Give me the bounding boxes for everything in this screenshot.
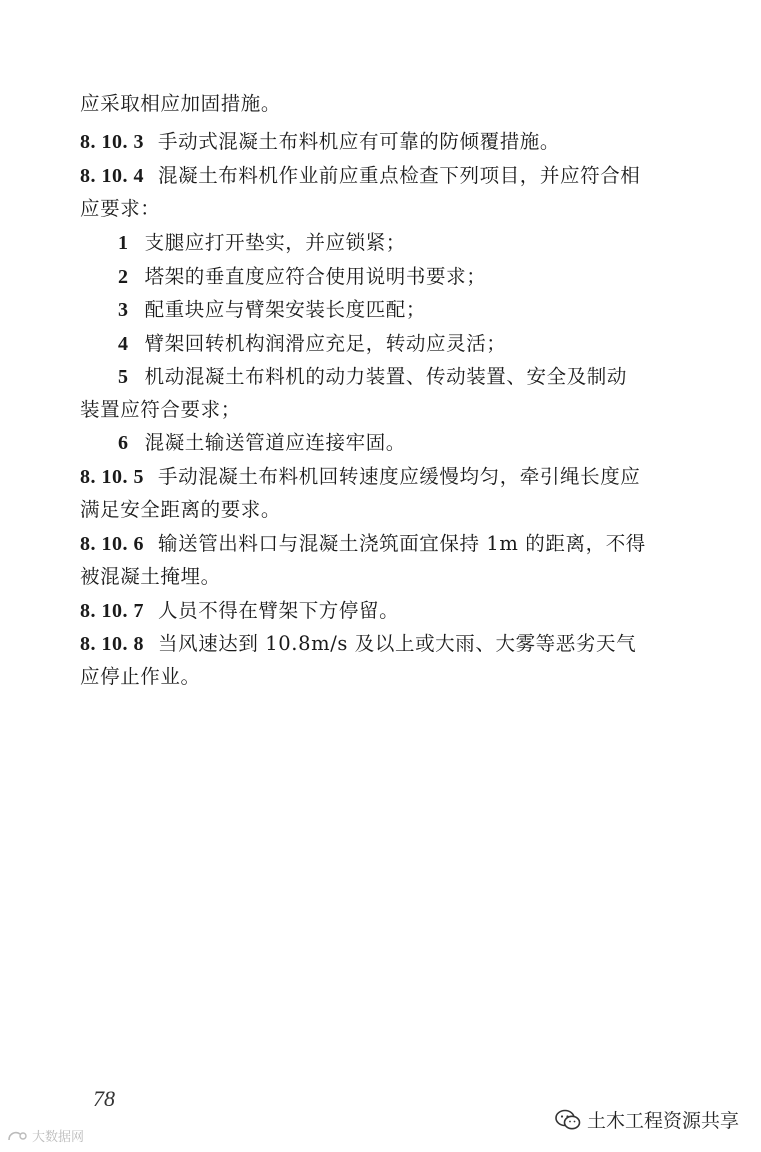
watermark-text: 土木工程资源共享 xyxy=(586,1110,739,1132)
clause-8-10-3 xyxy=(80,128,692,156)
clause-text: 人员不得在臂架下方停留。 xyxy=(158,599,400,622)
wechat-icon xyxy=(555,1109,581,1131)
line-text: 被混凝土掩埋。 xyxy=(80,565,221,588)
text-line xyxy=(80,496,692,524)
line-text: 应停止作业。 xyxy=(80,665,201,688)
item-number: 1 xyxy=(118,232,129,254)
clause-8-10-7 xyxy=(80,597,692,625)
item-text: 配重块应与臂架安装长度匹配； xyxy=(144,298,427,321)
line-text: 满足安全距离的要求。 xyxy=(80,498,282,521)
clause-text: 当风速达到 10.8m/s 及以上或大雨、大雾等恶劣天气 xyxy=(158,632,637,655)
line-text: 装置应符合要求； xyxy=(80,398,241,421)
list-item xyxy=(118,363,692,391)
item-number: 4 xyxy=(118,333,129,355)
item-text: 机动混凝土布料机的动力装置、传动装置、安全及制动 xyxy=(144,365,628,388)
watermark-left-text: 大数据网 xyxy=(32,1130,85,1145)
clause-8-10-8 xyxy=(80,630,692,658)
clause-text: 手动式混凝土布料机应有可靠的防倾覆措施。 xyxy=(158,130,561,153)
clause-number: 8. 10. 7 xyxy=(80,600,144,622)
clause-text: 输送管出料口与混凝土浇筑面宜保持 1m 的距离，不得 xyxy=(158,532,646,555)
item-text: 塔架的垂直度应符合使用说明书要求； xyxy=(144,265,487,288)
list-item xyxy=(118,330,692,358)
item-number: 2 xyxy=(118,266,129,288)
clause-8-10-6 xyxy=(80,530,692,558)
text-line xyxy=(80,90,692,118)
list-item xyxy=(118,263,692,291)
text-line xyxy=(80,396,692,424)
item-text: 臂架回转机构润滑应充足，转动应灵活； xyxy=(144,332,507,355)
list-item xyxy=(118,296,692,324)
item-text: 支腿应打开垫实，并应锁紧； xyxy=(144,231,406,254)
clause-8-10-4 xyxy=(80,162,692,190)
page-number: 78 xyxy=(93,1086,115,1111)
clause-number: 8. 10. 6 xyxy=(80,533,144,555)
clause-8-10-5 xyxy=(80,463,692,491)
line-text: 应要求： xyxy=(80,197,161,220)
item-text: 混凝土输送管道应连接牢固。 xyxy=(144,431,406,454)
clause-text: 混凝土布料机作业前应重点检查下列项目，并应符合相 xyxy=(158,164,641,187)
clause-number: 8. 10. 4 xyxy=(80,165,144,187)
list-item xyxy=(118,229,692,257)
clause-text: 手动混凝土布料机回转速度应缓慢均匀，牵引绳长度应 xyxy=(158,465,641,488)
watermark-site xyxy=(6,1126,84,1145)
clause-number: 8. 10. 8 xyxy=(80,633,144,655)
item-number: 6 xyxy=(118,432,129,454)
clause-number: 8. 10. 3 xyxy=(80,131,144,153)
item-number: 5 xyxy=(118,366,129,388)
watermark-source xyxy=(555,1106,739,1133)
text-line xyxy=(80,663,692,691)
text-line xyxy=(80,195,692,223)
line-text: 应采取相应加固措施。 xyxy=(80,92,282,115)
logo-icon xyxy=(6,1128,28,1144)
list-item xyxy=(118,429,692,457)
clause-number: 8. 10. 5 xyxy=(80,466,144,488)
text-line xyxy=(80,563,692,591)
item-number: 3 xyxy=(118,299,129,321)
